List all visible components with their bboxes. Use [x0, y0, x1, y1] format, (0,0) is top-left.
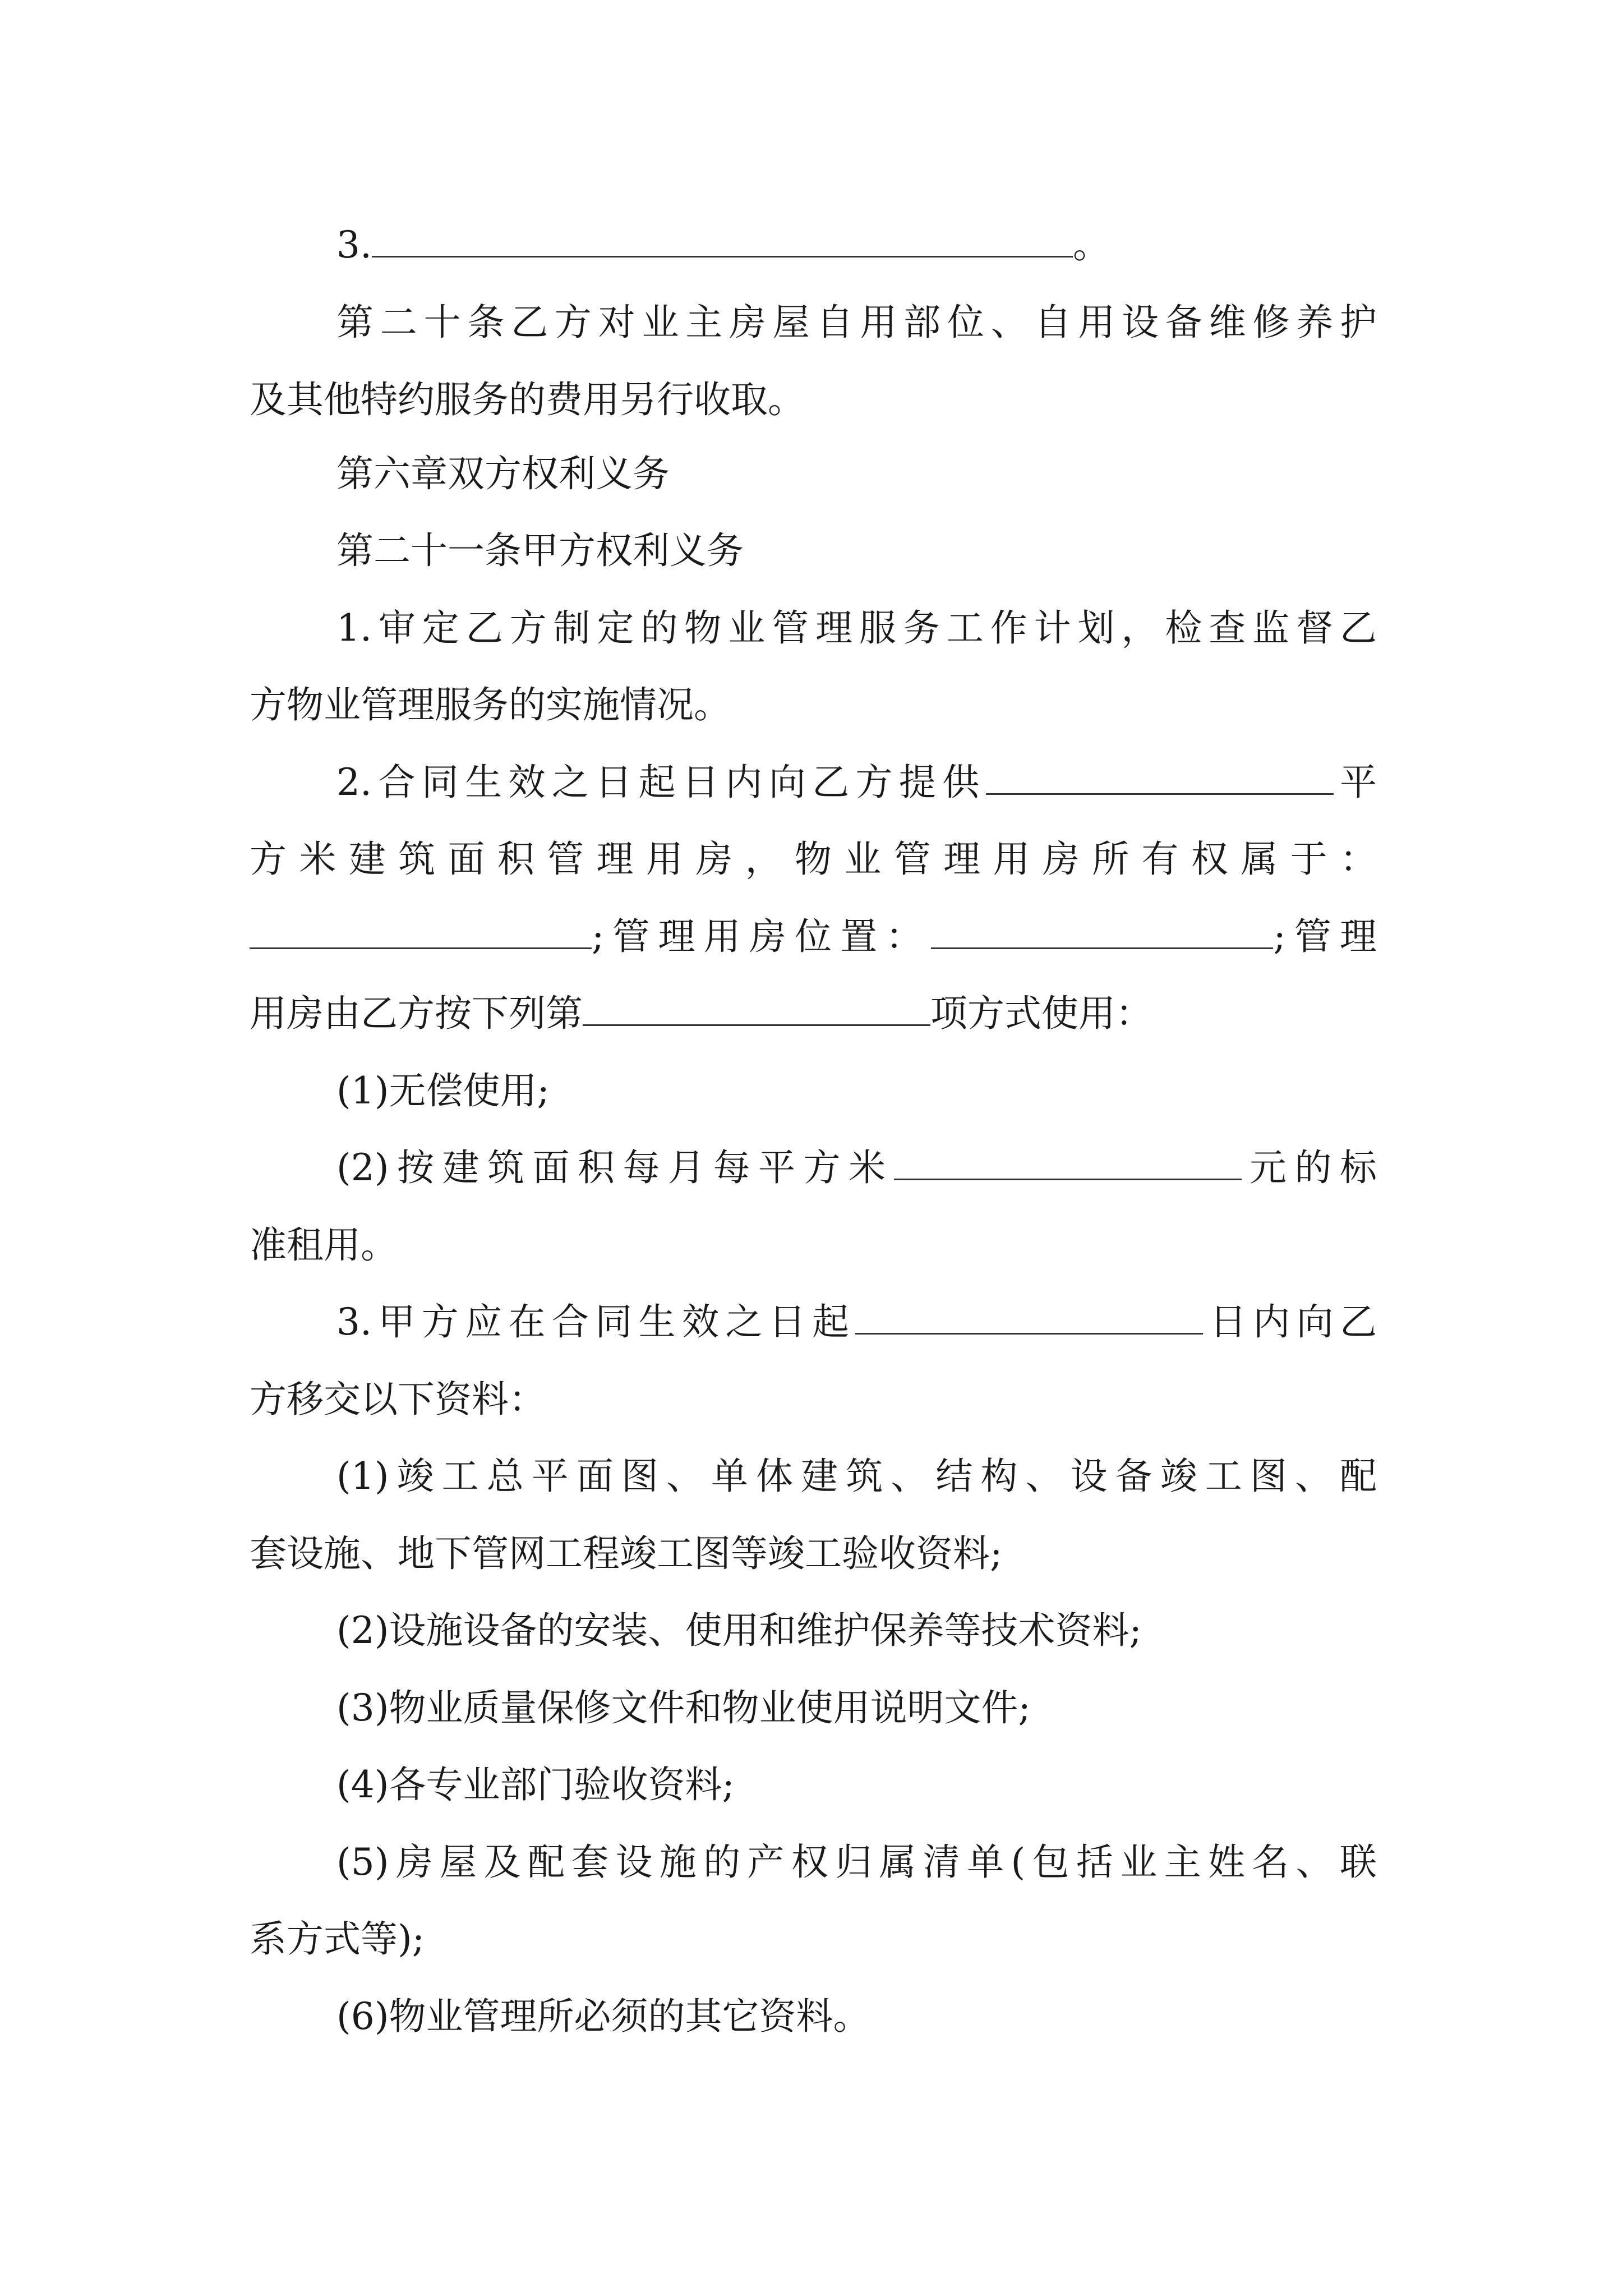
clause-2-text: 2.合同生效之日起日内向乙方提供: [336, 761, 986, 804]
location-label: ;管理用房位置：: [592, 915, 932, 958]
material-6: (6)物业管理所必须的其它资料。: [336, 1995, 870, 2038]
usage-tail: 项方式使用：: [930, 992, 1152, 1035]
article-21-heading: 第二十一条甲方权利义务: [336, 529, 744, 572]
material-1-line-2: 套设施、地下管网工程竣工图等竣工验收资料;: [250, 1532, 1003, 1575]
material-1-line-1: (1)竣工总平面图、单体建筑、结构、设备竣工图、配: [336, 1455, 1377, 1498]
line-end: 。: [1072, 223, 1110, 266]
option-2-line-1: [336, 1143, 1377, 1193]
chapter-6-heading: 第六章双方权利义务: [336, 452, 670, 495]
clause-2-line-2: 方米建筑面积管理用房，物业管理用房所有权属于：: [250, 838, 1377, 881]
fill-blank[interactable]: [372, 223, 1073, 257]
clause-3-text: 3.甲方应在合同生效之日起: [336, 1300, 856, 1343]
clause-3-line-2: 方移交以下资料：: [250, 1378, 546, 1421]
clause-1-line-2: 方物业管理服务的实施情况。: [250, 683, 731, 726]
article-20-line-2: 及其他特约服务的费用另行收取。: [250, 378, 805, 421]
article-20-line-1: 第二十条乙方对业主房屋自用部位、自用设备维修养护: [336, 301, 1377, 344]
clause-2-unit: 平: [1333, 761, 1377, 804]
clause-1-line-1: 1.审定乙方制定的物业管理服务工作计划，检查监督乙: [336, 606, 1377, 650]
option-2-line-2: 准租用。: [250, 1223, 398, 1267]
clause-2-line-3: [250, 912, 1377, 962]
usage-text: 用房由乙方按下列第: [250, 992, 583, 1035]
fill-blank-days[interactable]: [855, 1300, 1203, 1335]
option-1: (1)无偿使用;: [336, 1069, 550, 1112]
fill-blank-owner[interactable]: [250, 915, 592, 949]
line-item-3: [336, 220, 1377, 270]
line-tail: ;管理: [1273, 915, 1377, 958]
fill-blank-option[interactable]: [583, 992, 930, 1026]
fill-blank-location[interactable]: [931, 915, 1273, 949]
clause-3-line-1: [336, 1297, 1377, 1347]
material-5-line-2: 系方式等);: [250, 1917, 425, 1961]
option-2-tail: 元的标: [1241, 1146, 1377, 1189]
material-5-line-1: (5)房屋及配套设施的产权归属清单(包括业主姓名、联: [336, 1841, 1377, 1884]
material-2: (2)设施设备的安装、使用和维护保养等技术资料;: [336, 1609, 1142, 1652]
fill-blank-rent[interactable]: [894, 1146, 1242, 1180]
option-2-text: (2)按建筑面积每月每平方米: [336, 1146, 894, 1189]
clause-2-line-1: [336, 757, 1377, 808]
fill-blank-area[interactable]: [986, 761, 1334, 795]
material-3: (3)物业质量保修文件和物业使用说明文件;: [336, 1686, 1031, 1729]
clause-2-line-4: [250, 988, 1377, 1039]
material-4: (4)各专业部门验收资料;: [336, 1763, 735, 1806]
item-number: 3.: [336, 223, 372, 266]
clause-3-tail: 日内向乙: [1203, 1300, 1377, 1343]
